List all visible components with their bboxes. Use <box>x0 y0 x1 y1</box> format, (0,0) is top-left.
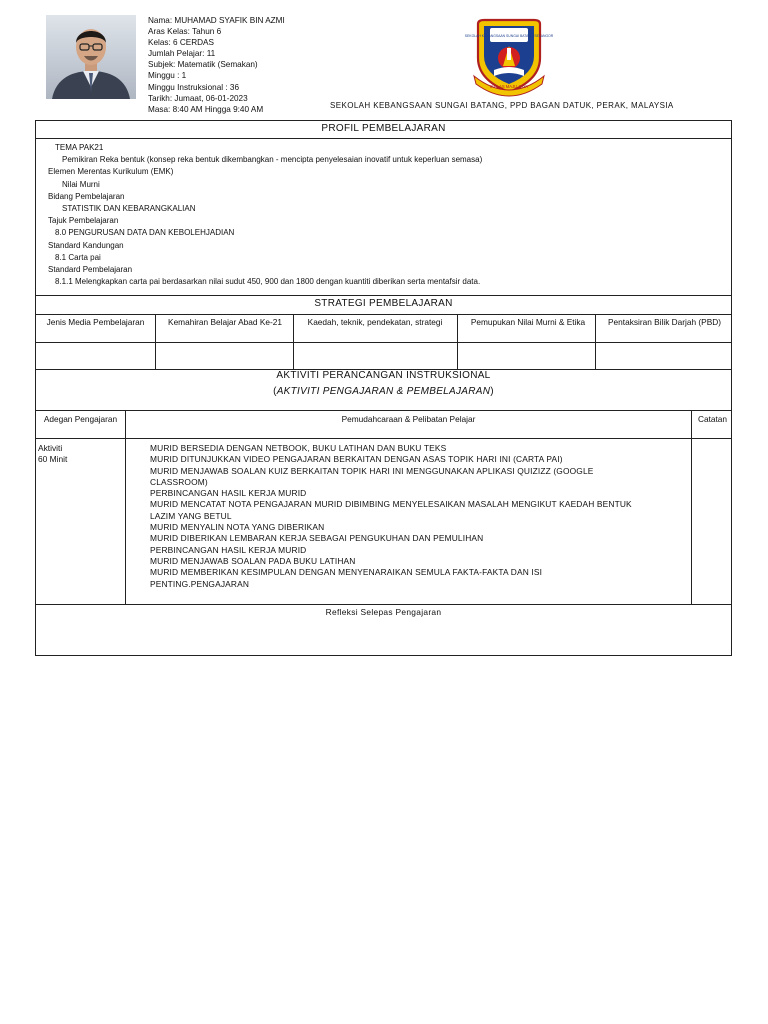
strategy-title: STRATEGI PEMBELAJARAN <box>314 298 453 309</box>
teacher-name: Nama: MUHAMAD SYAFIK BIN AZMI <box>148 16 285 25</box>
strategy-col-kaedah: Kaedah, teknik, pendekatan, strategi <box>307 317 443 327</box>
teacher-info <box>148 15 285 115</box>
bidang-label: Bidang Pembelajaran <box>48 191 125 201</box>
list-item: MURID DITUNJUKKAN VIDEO PENGAJARAN BERKAITAN DENGAN ASAS TOPIK HARI INI (CARTA PAI) <box>150 454 563 465</box>
strategy-col-kemahiran: Kemahiran Belajar Abad Ke-21 <box>168 317 282 327</box>
emk-label: Elemen Merentas Kurikulum (EMK) <box>48 167 174 177</box>
logo-text: SEKOLAH KEBANGSAAN SUNGAI BATANG SELANGOR <box>464 34 554 38</box>
col-adegan: Adegan Pengajaran <box>43 414 118 424</box>
sk-label: Standard Kandungan <box>48 240 124 250</box>
adegan-duration: 60 Minit <box>38 454 68 465</box>
list-item: MURID DIBERIKAN LEMBARAN KERJA SEBAGAI PENGUKUHAN DAN PEMULIHAN <box>150 533 484 544</box>
sp-value: 8.1.1 Melengkapkan carta pai berdasarkan nilai sudut 450, 900 dan 1800 dengan kuantiti diberikan serta mentafsir data. <box>55 277 481 287</box>
instructional-week: Minggu Instruksional : 36 <box>148 82 240 92</box>
list-item: PERBINCANGAN HASIL KERJA MURID <box>150 488 307 499</box>
list-item: MURID MEMBERIKAN KESIMPULAN DENGAN MENYENARAIKAN SEMULA FAKTA-FAKTA DAN ISI <box>150 567 543 578</box>
list-item: MURID MENJAWAB SOALAN KUIZ BERKAITAN TOPIK HARI INI MENGGUNAKAN APLIKASI QUIZIZZ (GOOGLE <box>150 465 594 476</box>
date: Tarikh: Jumaat, 06-01-2023 <box>148 93 248 103</box>
school-logo <box>464 18 554 98</box>
time: Masa: 8:40 AM Hingga 9:40 AM <box>148 104 264 114</box>
list-item: MURID MENCATAT NOTA PENGAJARAN MURID DIBIMBING MENYELESAIKAN MASALAH MENGIKUT KAEDAH BENTUK <box>150 499 632 510</box>
tema-label: TEMA PAK21 <box>55 143 104 152</box>
teacher-photo <box>46 15 136 99</box>
list-item: PERBINCANGAN HASIL KERJA MURID <box>150 544 307 555</box>
col-catatan: Catatan <box>697 414 728 424</box>
class-level: Aras Kelas: Tahun 6 <box>148 27 222 37</box>
list-item: MURID MENYALIN NOTA YANG DIBERIKAN <box>150 522 325 533</box>
activity-title: AKTIVITI PERANCANGAN INSTRUKSIONAL <box>276 370 491 381</box>
list-item: LAZIM YANG BETUL <box>150 510 232 521</box>
strategy-col-nilai: Pemupukan Nilai Murni & Etika <box>470 317 586 327</box>
list-item: MURID MENJAWAB SOALAN PADA BUKU LATIHAN <box>150 555 356 566</box>
activity-subtitle: (AKTIVITI PENGAJARAN & PEMBELAJARAN) <box>273 386 494 397</box>
sk-value: 8.1 Carta pai <box>55 252 101 262</box>
lesson-plan-table <box>35 120 732 656</box>
list-item: MURID BERSEDIA DENGAN NETBOOK, BUKU LATIHAN DAN BUKU TEKS <box>150 443 447 453</box>
activity-list <box>150 443 632 590</box>
subject: Subjek: Matematik (Semakan) <box>148 60 258 70</box>
list-item: PENTING.PENGAJARAN <box>150 578 250 589</box>
tajuk-value: 8.0 PENGURUSAN DATA DAN KEBOLEHJADIAN <box>55 228 235 238</box>
strategy-col-pbd: Pentaksiran Bilik Darjah (PBD) <box>608 317 721 327</box>
reflection-title: Refleksi Selepas Pengajaran <box>325 607 442 617</box>
profile-title: PROFIL PEMBELAJARAN <box>321 123 446 134</box>
adegan-activity: Aktiviti <box>38 443 63 453</box>
emk-value: Nilai Murni <box>62 179 100 189</box>
profile-section <box>48 142 482 288</box>
bidang-value: STATISTIK DAN KEBARANGKALIAN <box>62 204 196 214</box>
student-count: Jumlah Pelajar: 11 <box>148 49 216 59</box>
list-item: CLASSROOM) <box>150 476 208 487</box>
strategy-col-media: Jenis Media Pembelajaran <box>46 317 145 327</box>
week: Minggu : 1 <box>148 71 187 81</box>
col-pemudahcaraan: Pemudahcaraan & Pelibatan Pelajar <box>341 414 476 424</box>
class-name: Kelas: 6 CERDAS <box>148 38 214 48</box>
tema-value: Pemikiran Reka bentuk (konsep reka bentuk dikembangkan - mencipta penyelesaian inovatif untuk keperluan semasa) <box>62 155 483 165</box>
sp-label: Standard Pembelajaran <box>48 265 133 275</box>
school-name: SEKOLAH KEBANGSAAN SUNGAI BATANG, PPD BAGAN DATUK, PERAK, MALAYSIA <box>330 101 674 110</box>
adegan-cell <box>38 443 67 466</box>
logo-motto: IKHLAS MAJU JAYA <box>489 84 529 89</box>
tajuk-label: Tajuk Pembelajaran <box>48 216 119 226</box>
